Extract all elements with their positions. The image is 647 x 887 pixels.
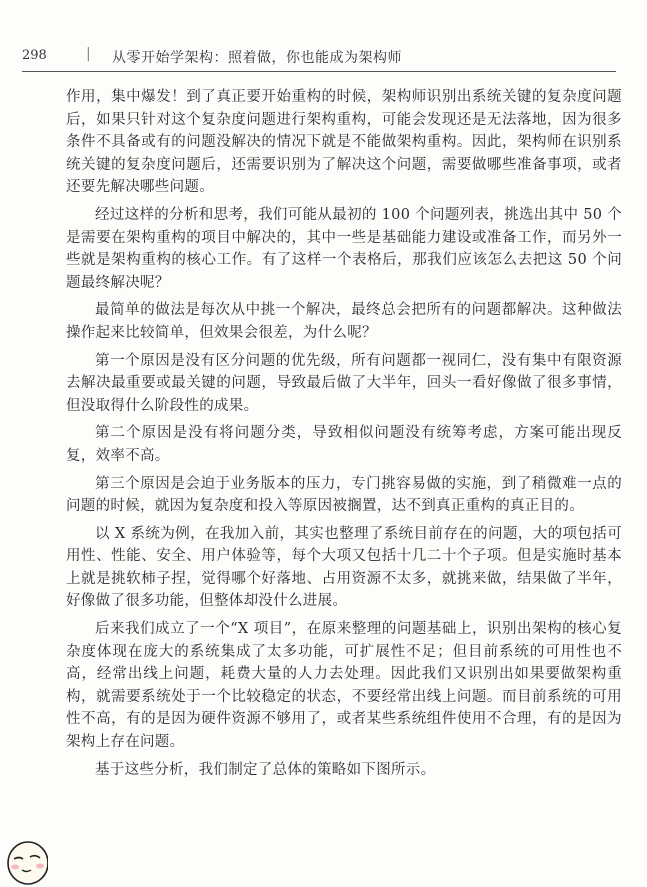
paragraph: 第二个原因是没有将问题分类，导致相似问题没有统筹考虑，方案可能出现反复，效率不高。	[66, 425, 622, 464]
header-rule	[22, 71, 616, 72]
paragraph: 第一个原因是没有区分问题的优先级，所有问题都一视同仁，没有集中有限资源去解决最重要或最关键的问题，导致最后做了大半年，回头一看好像做了很多事情，但没取得什么阶段性的成果。	[66, 352, 622, 414]
page-body	[66, 86, 622, 786]
paragraph: 第三个原因是会迫于业务版本的压力，专门挑容易做的实施，到了稍微难一点的问题的时候，就因为复杂度和投入等原因被搁置，达不到真正重构的真正目的。	[66, 475, 622, 515]
face-sticker-icon	[4, 829, 48, 885]
paragraph: 经过这样的分析和思考，我们可能从最初的 100 个问题列表，挑选出其中 50 个是需要在架构重构的项目中解决的，其中一些是基础能力建设或准备工作，而另外一些就是架构重构的核心工作。有了这样一个表格后，那我们应该怎么去把这 50 个问题最终解决呢？	[66, 206, 622, 291]
page-header	[22, 44, 614, 70]
paragraph: 基于这些分析，我们制定了总体的策略如下图所示。	[95, 761, 436, 778]
page-number: 298	[22, 48, 47, 63]
header-separator: |	[86, 46, 91, 62]
paragraph: 作用，集中爆发！到了真正要开始重构的时候，架构师识别出系统关键的复杂度问题后，如果只针对这个复杂度问题进行架构重构，可能会发现还是无法落地，因为很多条件不具备或有的问题没解决的情况下就是不能做架构重构。因此，架构师在识别系统关键的复杂度问题后，还需要识别为了解决这个问题，需要做哪些准备事项，或者还要先解决哪些问题。	[66, 89, 622, 196]
paragraph: 以 X 系统为例，在我加入前，其实也整理了系统目前存在的问题，大的项包括可用性、性能、安全、用户体验等，每个大项又包括十几二十个子项。但是实施时基本上就是挑软柿子捏，觉得哪个好落地、占用资源不太多，就挑来做，结果做了半年，好像做了很多功能，但整体却没什么进展。	[66, 525, 622, 610]
paragraph: 后来我们成立了一个“X 项目”，在原来整理的问题基础上，识别出架构的核心复杂度体现在庞大的系统集成了太多功能，可扩展性不足；但目前系统的可用性也不高，经常出线上问题，耗费大量的人力去处理。因此我们又识别出如果要做架构重构，就需要系统处于一个比较稳定的状态，不要经常出线上问题。而目前系统的可用性不高，有的是因为硬件资源不够用了，或者某些系统组件使用不合理，有的是因为架构上存在问题。	[66, 621, 622, 751]
book-title: 从零开始学架构：照着做，你也能成为架构师	[112, 50, 402, 66]
paragraph: 最简单的做法是每次从中挑一个解决，最终总会把所有的问题都解决。这种做法操作起来比较简单，但效果会很差，为什么呢？	[66, 302, 622, 341]
